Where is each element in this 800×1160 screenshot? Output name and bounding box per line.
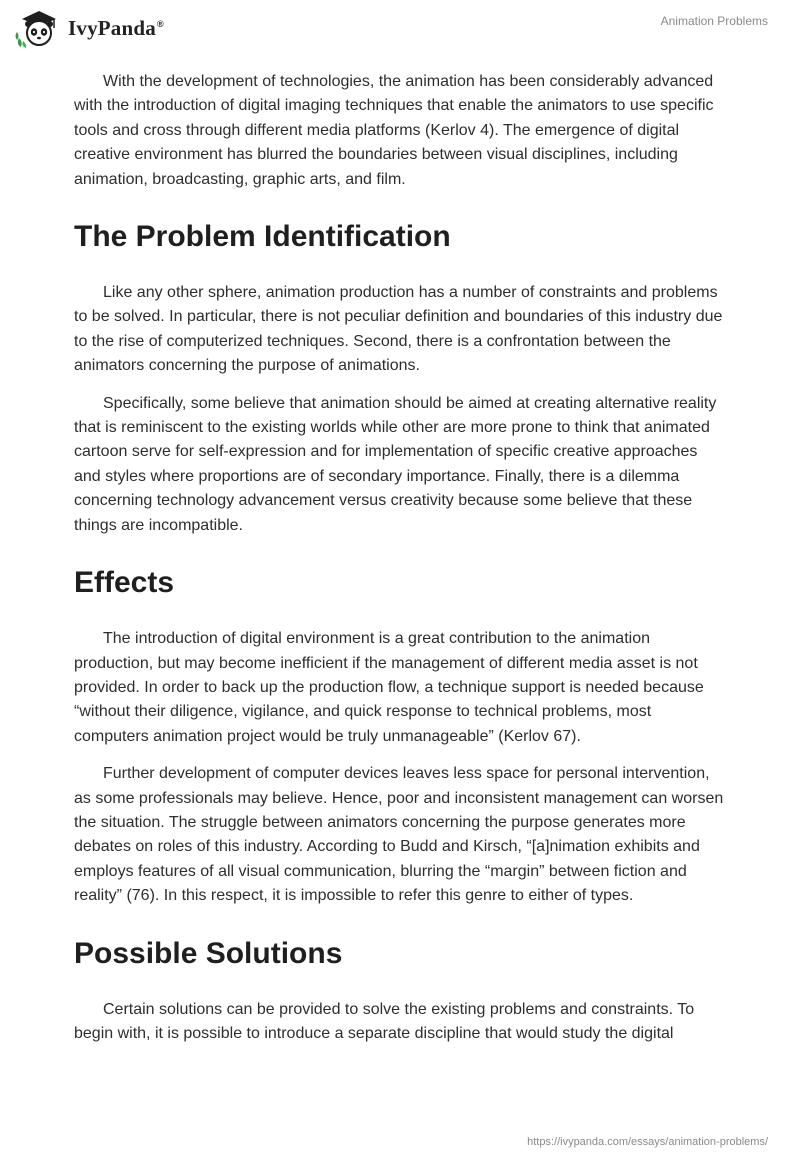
footer-url-link[interactable]: https://ivypanda.com/essays/animation-problems/ <box>527 1136 768 1148</box>
paragraph-further-development: Further development of computer devices leaves less space for personal intervention, as some professionals may believe. Hence, poor and inconsistent management can worsen the situation. The struggle between animators concerning the purpose generates more debates on roles of this industry. According to Budd and Kirsch, “[a]nimation exhibits and employs features of all visual communication, blurring the “margin” between fiction and reality” (76). In this respect, it is impossible to refer this genre to either of types. <box>74 765 724 905</box>
panda-graduate-icon <box>14 8 64 48</box>
heading-effects: Effects <box>74 566 175 600</box>
paragraph-specifically: Specifically, some believe that animation should be aimed at creating alternative reality that is reminiscent to the existing worlds while other are more prone to think that animated cartoon serve for self-expression and for implementation of specific creative approaches and styles where proportions are of secondary importance. Finally, there is a dilemma concerning technology advancement versus creativity because some believe that these things are incompatible. <box>74 394 717 534</box>
paragraph-intro: With the development of technologies, the animation has been considerably advanced with the introduction of digital imaging techniques that enable the animators to use specific tools and cross through different media platforms (Kerlov 4). The emergence of digital creative environment has blurred the boundaries between visual disciplines, including animation, broadcasting, graphic arts, and film. <box>74 73 714 188</box>
ivypanda-logo[interactable] <box>14 8 164 48</box>
document-title: Animation Problems <box>660 14 768 28</box>
heading-problem-identification: The Problem Identification <box>74 220 451 254</box>
logo-wordmark <box>68 16 164 41</box>
logo-text: IvyPanda <box>68 15 156 40</box>
page-header <box>0 0 800 52</box>
registered-mark: ® <box>156 18 164 29</box>
essay-body <box>74 70 726 1059</box>
heading-possible-solutions: Possible Solutions <box>74 936 343 970</box>
paragraph-problems: Like any other sphere, animation production has a number of constraints and problems to be solved. In particular, there is not peculiar definition and boundaries of this industry due to the rise of computerized techniques. Second, there is a confrontation between the animators concerning the purpose of animations. <box>74 284 723 375</box>
paragraph-solutions: Certain solutions can be provided to solve the existing problems and constraints. To begin with, it is possible to introduce a separate discipline that would study the digital <box>74 1000 695 1042</box>
paragraph-digital-environment: The introduction of digital environment is a great contribution to the animation production, but may become inefficient if the management of different media asset is not provided. In order to back up the production flow, a technique support is needed because “without their diligence, vigilance, and quick response to technical problems, most computers animation project would be truly unmanageable” (Kerlov 67). <box>74 630 704 745</box>
